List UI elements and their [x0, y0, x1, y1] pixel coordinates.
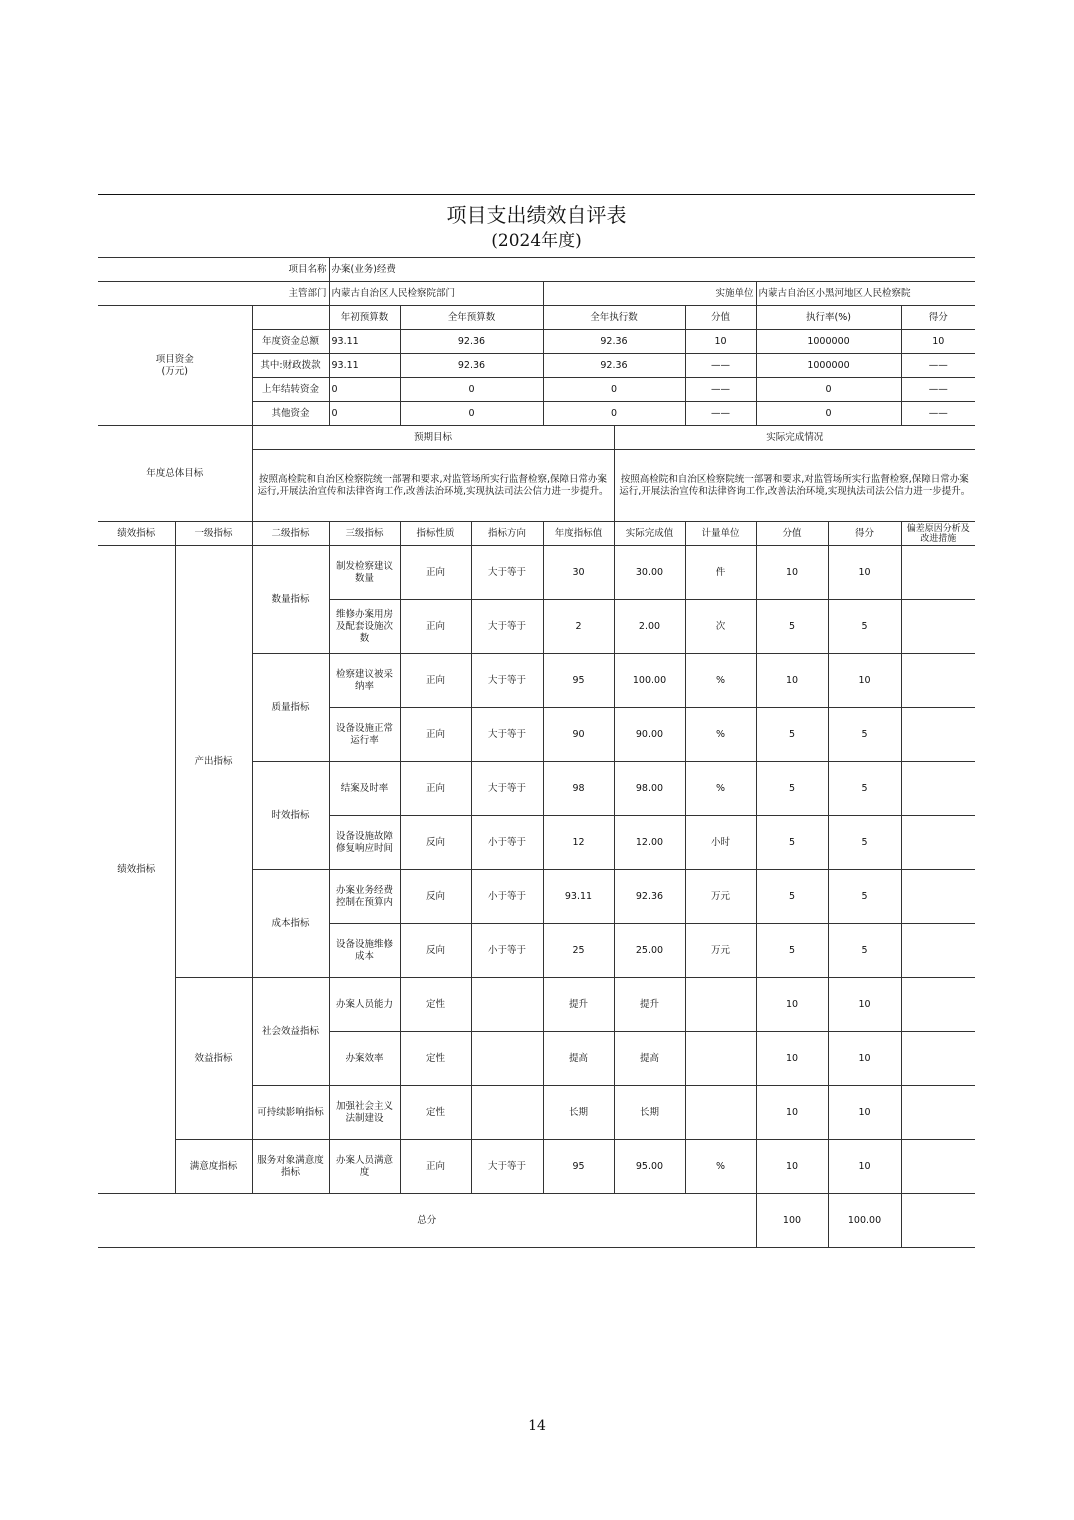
indicator-unit: 件 — [685, 546, 756, 600]
indicator-target: 30 — [543, 546, 614, 600]
indicator-header: 年度指标值 — [543, 522, 614, 546]
indicator-root: 绩效指标 — [98, 546, 175, 1194]
funds-row-label: 其中:财政拨款 — [252, 354, 329, 378]
indicator-header: 二级指标 — [252, 522, 329, 546]
indicator-target: 提升 — [543, 978, 614, 1032]
indicator-target: 95 — [543, 654, 614, 708]
indicator-target: 25 — [543, 924, 614, 978]
funds-cell: 0 — [400, 378, 543, 402]
indicator-deviation — [901, 924, 975, 978]
expected-goal-text: 按照高检院和自治区检察院统一部署和要求,对监管场所实行监督检察,保障日常办案运行,开展法治宣传和法律咨询工作,改善法治环境,实现执法司法公信力进一步提升。 — [252, 450, 614, 522]
indicator-target: 95 — [543, 1140, 614, 1194]
indicator-nature: 定性 — [400, 1086, 471, 1140]
indicator-direction: 大于等于 — [471, 708, 543, 762]
indicator-name: 加强社会主义法制建设 — [329, 1086, 400, 1140]
indicator-score: 5 — [828, 870, 901, 924]
funds-cell: 10 — [685, 330, 756, 354]
indicator-deviation — [901, 654, 975, 708]
performance-self-evaluation-table — [98, 194, 975, 1248]
indicator-name: 设备设施维修成本 — [329, 924, 400, 978]
table-row — [98, 1140, 975, 1194]
indicator-deviation — [901, 600, 975, 654]
level1-satisfaction: 满意度指标 — [175, 1140, 252, 1194]
funds-cell: 1000000 — [756, 330, 901, 354]
funds-cell: 0 — [329, 378, 400, 402]
page-number: 14 — [528, 1418, 546, 1434]
indicator-deviation — [901, 1032, 975, 1086]
indicator-header: 实际完成值 — [614, 522, 685, 546]
indicator-name: 结案及时率 — [329, 762, 400, 816]
indicator-weight: 5 — [756, 600, 828, 654]
indicator-unit: 万元 — [685, 870, 756, 924]
indicator-nature: 正向 — [400, 654, 471, 708]
subtitle-text: (2024年度) — [491, 231, 582, 251]
level2-quality: 质量指标 — [252, 654, 329, 762]
indicator-name: 办案人员满意度 — [329, 1140, 400, 1194]
indicator-name: 维修办案用房及配套设施次数 — [329, 600, 400, 654]
dept-value: 内蒙古自治区人民检察院部门 — [329, 282, 543, 306]
indicator-score: 5 — [828, 762, 901, 816]
funds-cell: 10 — [901, 330, 975, 354]
indicator-score: 10 — [828, 1032, 901, 1086]
funds-header: 分值 — [685, 306, 756, 330]
indicator-header: 分值 — [756, 522, 828, 546]
indicator-weight: 10 — [756, 1032, 828, 1086]
indicator-direction: 大于等于 — [471, 762, 543, 816]
indicator-weight: 5 — [756, 870, 828, 924]
indicator-target: 12 — [543, 816, 614, 870]
indicator-score: 10 — [828, 978, 901, 1032]
table-row — [98, 546, 975, 600]
indicator-name: 设备设施正常运行率 — [329, 708, 400, 762]
indicator-name: 办案人员能力 — [329, 978, 400, 1032]
funds-cell: 0 — [543, 402, 685, 426]
level2-cost: 成本指标 — [252, 870, 329, 978]
indicator-direction: 小于等于 — [471, 816, 543, 870]
indicator-target: 2 — [543, 600, 614, 654]
indicator-score: 5 — [828, 708, 901, 762]
funds-cell: 92.36 — [543, 354, 685, 378]
funds-row-label: 上年结转资金 — [252, 378, 329, 402]
indicator-nature: 正向 — [400, 1140, 471, 1194]
indicator-header: 指标方向 — [471, 522, 543, 546]
indicator-deviation — [901, 1140, 975, 1194]
table-row — [98, 978, 975, 1032]
indicator-name: 办案业务经费控制在预算内 — [329, 870, 400, 924]
funds-cell: —— — [685, 378, 756, 402]
indicator-deviation — [901, 546, 975, 600]
indicator-score: 10 — [828, 1140, 901, 1194]
funds-cell: 92.36 — [543, 330, 685, 354]
total-label: 总分 — [98, 1194, 756, 1248]
funds-cell: —— — [685, 354, 756, 378]
indicator-weight: 10 — [756, 654, 828, 708]
funds-row-label: 年度资金总额 — [252, 330, 329, 354]
indicator-unit: 次 — [685, 600, 756, 654]
indicator-header: 计量单位 — [685, 522, 756, 546]
indicator-score: 10 — [828, 1086, 901, 1140]
indicator-unit: % — [685, 1140, 756, 1194]
indicator-actual: 98.00 — [614, 762, 685, 816]
indicator-weight: 5 — [756, 708, 828, 762]
indicator-nature: 正向 — [400, 708, 471, 762]
level2-service-satisfaction: 服务对象满意度指标 — [252, 1140, 329, 1194]
indicator-header: 偏差原因分析及改进措施 — [901, 522, 975, 546]
indicator-score: 10 — [828, 654, 901, 708]
indicator-header: 指标性质 — [400, 522, 471, 546]
funds-label — [98, 306, 252, 426]
indicator-direction: 大于等于 — [471, 1140, 543, 1194]
indicator-unit: 小时 — [685, 816, 756, 870]
indicator-header: 绩效指标 — [98, 522, 175, 546]
indicator-target: 长期 — [543, 1086, 614, 1140]
indicator-actual: 2.00 — [614, 600, 685, 654]
indicator-deviation — [901, 978, 975, 1032]
funds-cell: 0 — [756, 378, 901, 402]
indicator-actual: 提高 — [614, 1032, 685, 1086]
total-score: 100.00 — [828, 1194, 901, 1248]
dept-label: 主管部门 — [98, 282, 329, 306]
indicator-target: 90 — [543, 708, 614, 762]
funds-cell: 0 — [543, 378, 685, 402]
indicator-weight: 5 — [756, 816, 828, 870]
indicator-unit: % — [685, 708, 756, 762]
level1-benefit: 效益指标 — [175, 978, 252, 1140]
indicator-deviation — [901, 762, 975, 816]
indicator-deviation — [901, 870, 975, 924]
indicator-score: 5 — [828, 816, 901, 870]
indicator-weight: 10 — [756, 546, 828, 600]
funds-label-line1: 项目资金 — [155, 353, 194, 365]
level2-social-benefit: 社会效益指标 — [252, 978, 329, 1086]
indicator-actual: 30.00 — [614, 546, 685, 600]
indicator-nature: 正向 — [400, 546, 471, 600]
funds-cell: 0 — [400, 402, 543, 426]
indicator-actual: 95.00 — [614, 1140, 685, 1194]
indicator-direction: 大于等于 — [471, 546, 543, 600]
expected-goal-header: 预期目标 — [252, 426, 614, 450]
indicator-direction: 大于等于 — [471, 600, 543, 654]
indicator-unit: % — [685, 654, 756, 708]
indicator-unit — [685, 978, 756, 1032]
title-text: 项目支出绩效自评表 — [446, 203, 627, 227]
indicator-direction: 小于等于 — [471, 924, 543, 978]
indicator-score: 5 — [828, 600, 901, 654]
level1-output: 产出指标 — [175, 546, 252, 978]
indicator-nature: 反向 — [400, 924, 471, 978]
funds-cell: 93.11 — [329, 354, 400, 378]
indicator-target: 93.11 — [543, 870, 614, 924]
total-weight: 100 — [756, 1194, 828, 1248]
indicator-actual: 90.00 — [614, 708, 685, 762]
funds-row-label: 其他资金 — [252, 402, 329, 426]
indicator-weight: 10 — [756, 1086, 828, 1140]
indicator-actual: 25.00 — [614, 924, 685, 978]
indicator-direction: 小于等于 — [471, 870, 543, 924]
funds-header-blank — [252, 306, 329, 330]
indicator-weight: 5 — [756, 762, 828, 816]
indicator-nature: 反向 — [400, 816, 471, 870]
indicator-weight: 10 — [756, 978, 828, 1032]
actual-completion-text: 按照高检院和自治区检察院统一部署和要求,对监管场所实行监督检察,保障日常办案运行,开展法治宣传和法律咨询工作,改善法治环境,实现执法司法公信力进一步提升。 — [614, 450, 975, 522]
indicator-nature: 正向 — [400, 600, 471, 654]
indicator-nature: 定性 — [400, 978, 471, 1032]
indicator-actual: 12.00 — [614, 816, 685, 870]
project-name-label: 项目名称 — [98, 258, 329, 282]
funds-cell: 92.36 — [400, 330, 543, 354]
funds-header: 年初预算数 — [329, 306, 400, 330]
indicator-score: 5 — [828, 924, 901, 978]
funds-header: 得分 — [901, 306, 975, 330]
total-deviation — [901, 1194, 975, 1248]
indicator-actual: 长期 — [614, 1086, 685, 1140]
indicator-direction — [471, 1086, 543, 1140]
indicator-unit — [685, 1086, 756, 1140]
indicator-name: 制发检察建议数量 — [329, 546, 400, 600]
indicator-unit — [685, 1032, 756, 1086]
funds-header: 全年预算数 — [400, 306, 543, 330]
funds-cell: 92.36 — [400, 354, 543, 378]
funds-header: 执行率(%) — [756, 306, 901, 330]
indicator-direction — [471, 1032, 543, 1086]
level2-quantity: 数量指标 — [252, 546, 329, 654]
indicator-actual: 92.36 — [614, 870, 685, 924]
indicator-nature: 反向 — [400, 870, 471, 924]
level2-timeliness: 时效指标 — [252, 762, 329, 870]
funds-cell: 1000000 — [756, 354, 901, 378]
indicator-weight: 5 — [756, 924, 828, 978]
indicator-nature: 正向 — [400, 762, 471, 816]
actual-completion-header: 实际完成情况 — [614, 426, 975, 450]
indicator-actual: 100.00 — [614, 654, 685, 708]
indicator-direction: 大于等于 — [471, 654, 543, 708]
goal-label: 年度总体目标 — [98, 426, 252, 522]
indicator-header: 得分 — [828, 522, 901, 546]
indicator-header: 一级指标 — [175, 522, 252, 546]
indicator-target: 98 — [543, 762, 614, 816]
funds-cell: —— — [685, 402, 756, 426]
indicator-deviation — [901, 1086, 975, 1140]
indicator-target: 提高 — [543, 1032, 614, 1086]
funds-cell: 0 — [329, 402, 400, 426]
indicator-unit: 万元 — [685, 924, 756, 978]
table-title — [98, 195, 975, 258]
indicator-deviation — [901, 816, 975, 870]
level2-sustainable-impact: 可持续影响指标 — [252, 1086, 329, 1140]
funds-cell: 0 — [756, 402, 901, 426]
indicator-name: 办案效率 — [329, 1032, 400, 1086]
indicator-name: 设备设施故障修复响应时间 — [329, 816, 400, 870]
indicator-name: 检察建议被采纳率 — [329, 654, 400, 708]
project-name-value: 办案(业务)经费 — [329, 258, 975, 282]
funds-label-line2: (万元) — [161, 365, 188, 377]
funds-cell: —— — [901, 402, 975, 426]
unit-label: 实施单位 — [543, 282, 756, 306]
indicator-weight: 10 — [756, 1140, 828, 1194]
funds-cell: —— — [901, 354, 975, 378]
indicator-nature: 定性 — [400, 1032, 471, 1086]
indicator-direction — [471, 978, 543, 1032]
funds-cell: 93.11 — [329, 330, 400, 354]
indicator-header: 三级指标 — [329, 522, 400, 546]
indicator-deviation — [901, 708, 975, 762]
unit-value: 内蒙古自治区小黑河地区人民检察院 — [756, 282, 975, 306]
funds-cell: —— — [901, 378, 975, 402]
funds-header: 全年执行数 — [543, 306, 685, 330]
indicator-score: 10 — [828, 546, 901, 600]
indicator-actual: 提升 — [614, 978, 685, 1032]
indicator-unit: % — [685, 762, 756, 816]
